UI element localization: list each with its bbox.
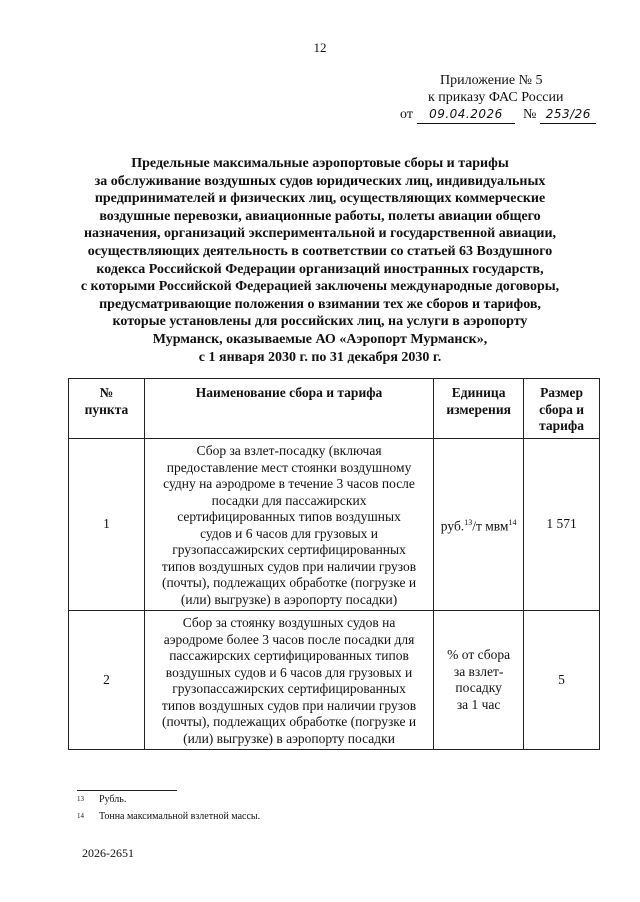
footnotes bbox=[77, 790, 260, 825]
from-label: от bbox=[400, 107, 413, 122]
title-line: с 1 января 2030 г. по 31 декабря 2030 г. bbox=[198, 349, 442, 365]
header-size: Размер сбора и тарифа bbox=[524, 379, 600, 439]
row-value: 5 bbox=[524, 611, 600, 750]
title-line: предпринимателей и физических лиц, осуществляющих коммерческие bbox=[94, 191, 546, 207]
row-name: Сбор за стоянку воздушных судов на аэродроме более 3 часов после посадки для пассажирских сертифицированных типов воздушных судов и 6 часов для грузовых и грузопассажирских сертифицированных типов воздушных судов при наличии грузов (почты), подлежащих обработке (погрузке и (или) выгрузке) в аэропорту посадки bbox=[144, 611, 433, 750]
title-line: которые установлены для российских лиц, на услуги в аэропорту bbox=[112, 314, 528, 330]
title-line: назначения, организаций экспериментальной и государственной авиации, bbox=[83, 226, 557, 242]
title-line: предусматривающие положения о взимании тех же сборов и тарифов, bbox=[99, 296, 541, 312]
title-line: Мурманск, оказываемые АО «Аэропорт Мурманск», bbox=[152, 331, 488, 347]
footnote: 14 Тонна максимальной взлетной массы. bbox=[77, 811, 261, 822]
title-line: Предельные максимальные аэропортовые сборы и тарифы bbox=[131, 156, 509, 171]
title-line: с которыми Российской Федерацией заключены международные договоры, bbox=[80, 279, 560, 295]
number-label: № bbox=[522, 107, 537, 122]
row-number: 1 bbox=[69, 439, 145, 611]
row-number: 2 bbox=[69, 611, 145, 750]
page-number: 12 bbox=[313, 40, 327, 55]
table-row bbox=[69, 611, 600, 750]
header-number: № пункта bbox=[69, 379, 145, 439]
row-unit: руб.$^{13}$/т мвм$^{14}$ bbox=[434, 439, 524, 611]
document-number: 2026-2651 bbox=[82, 846, 134, 860]
appendix-header bbox=[400, 72, 620, 124]
title-line: воздушные перевозки, авиационные работы, полеты авиации общего bbox=[99, 208, 541, 224]
row-value: 1 571 bbox=[524, 439, 600, 611]
title-line: осуществляющих деятельность в соответствии со статьей 63 Воздушного bbox=[87, 243, 553, 259]
appendix-order-ref: к приказу ФАС России bbox=[428, 90, 564, 105]
footnote: 13 Рубль. bbox=[77, 794, 127, 805]
handwritten-number: 253/26 bbox=[540, 106, 596, 124]
header-unit: Единица измерения bbox=[434, 379, 524, 439]
header-name: Наименование сбора и тарифа bbox=[144, 379, 433, 439]
row-unit: % от сбора за взлет- посадку за 1 час bbox=[434, 611, 524, 750]
document-title bbox=[60, 155, 580, 366]
title-line: за обслуживание воздушных судов юридических лиц, индивидуальных bbox=[94, 173, 546, 189]
row-name: Сбор за взлет-посадку (включая предоставление мест стоянки воздушному судну на аэродроме в течение 3 часов после посадки для пассажирских сертифицированных типов воздушных судов и 6 часов для грузовых и грузопассажирских сертифицированных типов воздушных судов при наличии грузов (почты), подлежащих обработке (погрузке и (или) выгрузке) в аэропорту посадки) bbox=[144, 439, 433, 611]
handwritten-date: 09.04.2026 bbox=[417, 106, 515, 124]
title-line: кодекса Российской Федерации организаций иностранных государств, bbox=[96, 261, 544, 277]
table-header-row bbox=[69, 379, 600, 439]
appendix-date-line bbox=[400, 106, 620, 124]
table-row bbox=[69, 439, 600, 611]
appendix-title: Приложение № 5 bbox=[440, 73, 543, 88]
tariff-table bbox=[68, 378, 600, 750]
